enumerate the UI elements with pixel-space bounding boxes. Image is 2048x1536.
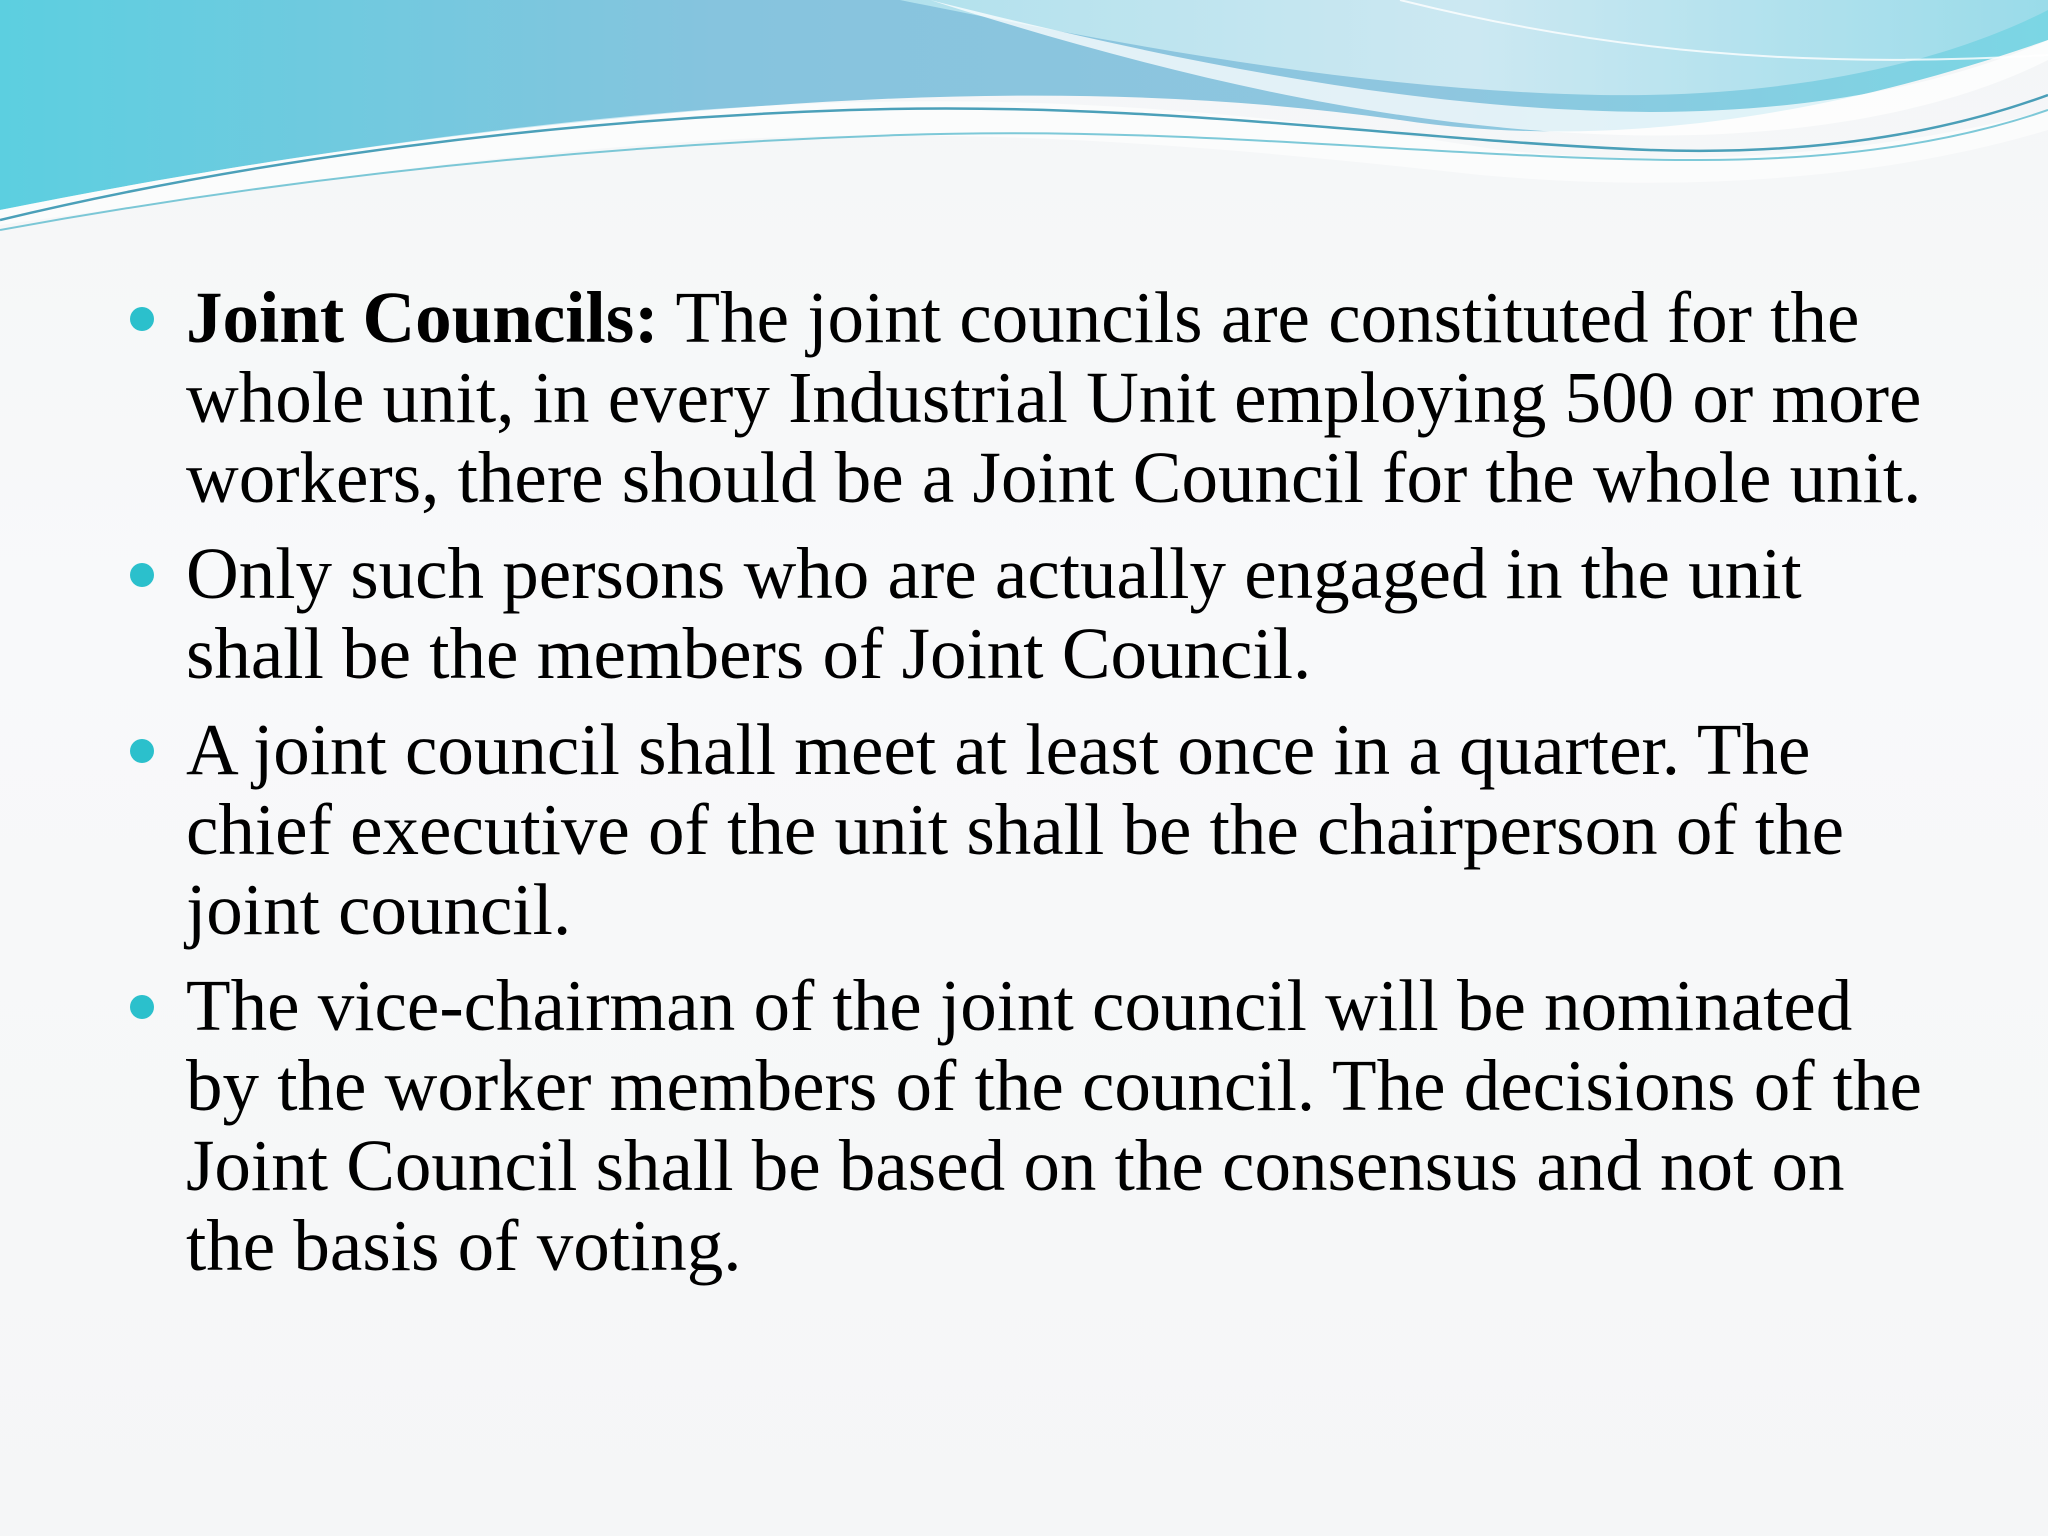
bullet-text: The vice-chairman of the joint council will be nominated by the worker members of the council. The decisions of the Joint Council shall be based on the consensus and not on the basis of voting. bbox=[186, 965, 1922, 1286]
bullet-list bbox=[130, 278, 1930, 1302]
bullet-text: Only such persons who are actually engaged in the unit shall be the members of Joint Council. bbox=[186, 533, 1802, 694]
bullet-item-joint-councils bbox=[130, 278, 1930, 518]
bullet-text: The joint councils are constituted for the whole unit, in every Industrial Unit employing 500 or more workers, there should be a Joint Council for the whole unit. bbox=[186, 277, 1922, 518]
bullet-item-members bbox=[130, 534, 1930, 694]
bullet-dot bbox=[130, 739, 154, 763]
bullet-text: A joint council shall meet at least once in a quarter. The chief executive of the unit shall be the chairperson of the joint council. bbox=[186, 709, 1845, 950]
bullet-dot bbox=[130, 307, 154, 331]
bullet-item-meetings bbox=[130, 710, 1930, 950]
bullet-item-vice-chairman bbox=[130, 966, 1930, 1286]
bullet-dot bbox=[130, 563, 154, 587]
bullet-lead: Joint Councils: bbox=[186, 277, 659, 358]
wave-header-decoration bbox=[0, 0, 2048, 240]
bullet-dot bbox=[130, 995, 154, 1019]
